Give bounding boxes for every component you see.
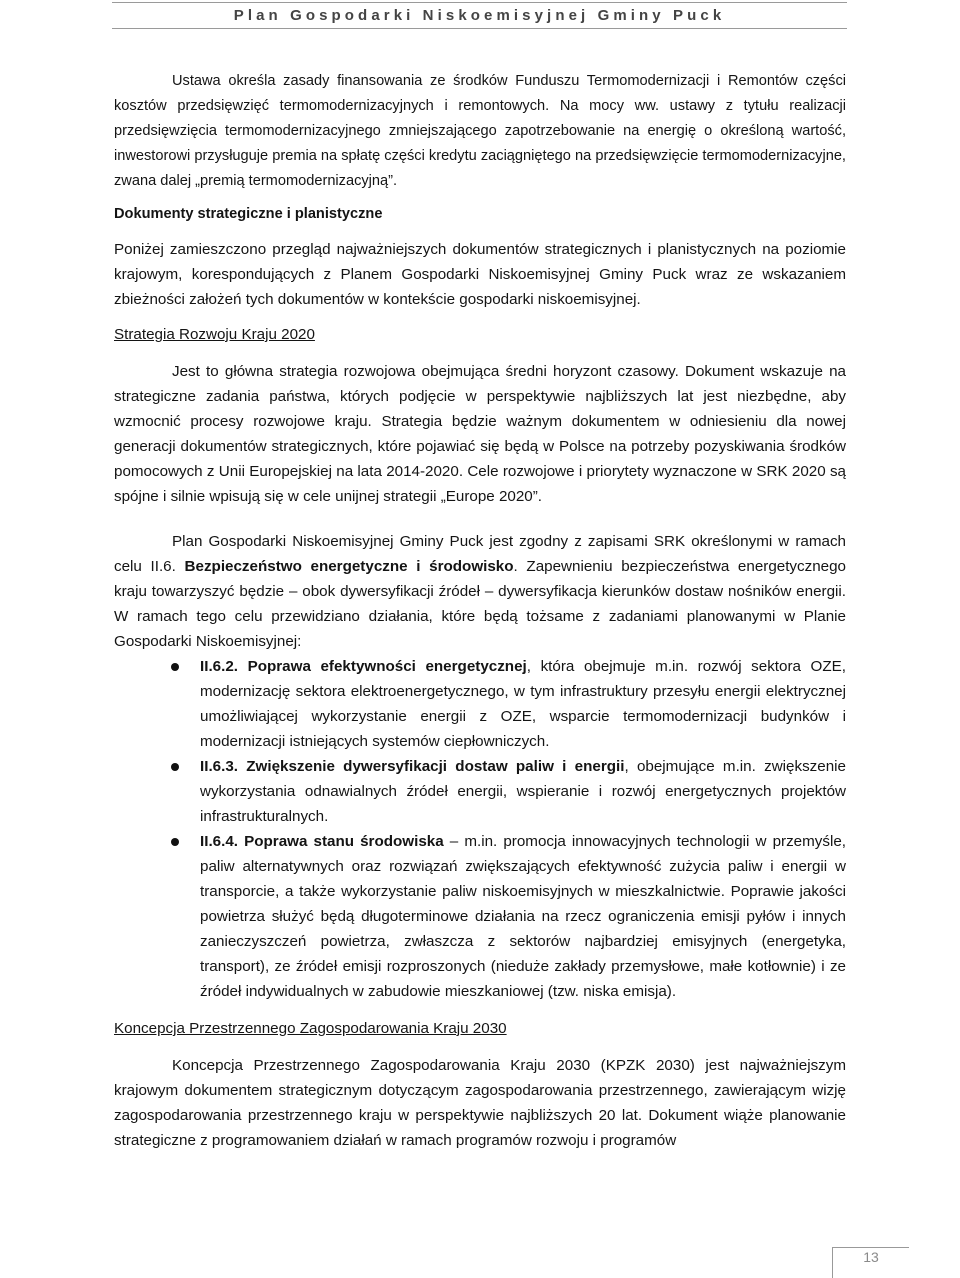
- page-body: [114, 69, 846, 1153]
- list-item-title: II.6.2. Poprawa efektywności energetycznej: [200, 658, 527, 675]
- list-item: [114, 654, 846, 754]
- list-item-text: – m.in. promocja innowacyjnych technologii w przemyśle, paliw alternatywnych oraz rozwiązań zwiększających efektywność zużycia paliw i energii w transporcie, a także wykorzystanie paliw niskoemisyjnych w mieszkalnictwie. Poprawie jakości powietrza służyć będą długoterminowe działania na rzecz ograniczenia emisji pyłów i innych zanieczyszczeń powietrza, zwłaszcza z sektorów najbardziej emisyjnych (energetyka, transport), ze źródeł emisji rozproszonych (nieduże zakłady przemysłowe, małe kotłownie) i ze źródeł indywidualnych w zabudowie mieszkaniowej (tzw. niska emisja).: [200, 833, 846, 1000]
- srk-actions-list: [114, 654, 846, 1004]
- srk-goal-name: Bezpieczeństwo energetyczne i środowisko: [184, 558, 514, 575]
- list-item: [114, 754, 846, 829]
- paragraph-srk-description: Jest to główna strategia rozwojowa obejmująca średni horyzont czasowy. Dokument wskazuje na strategiczne zadania państwa, których podjęcie w perspektywie najbliższych lat jest niezbędne, aby wzmocnić procesy rozwojowe kraju. Strategia będzie ważnym dokumentem w odniesieniu dla nowej generacji dokumentów strategicznych, które pojawiać się będą w Polsce na potrzeby pozyskiwania środków pomocowych z Unii Europejskiej na lata 2014-2020. Cele rozwojowe i priorytety wyznaczone w SRK 2020 są spójne i silnie wpisują się w cele unijnej strategii „Europe 2020”.: [114, 363, 846, 505]
- paragraph-intro: Poniżej zamieszczono przegląd najważniejszych dokumentów strategicznych i planistycznych na poziomie krajowym, korespondujących z Planem Gospodarki Niskoemisyjnej Gminy Puck wraz ze wskazaniem zbieżności założeń tych dokumentów w kontekście gospodarki niskoemisyjnej.: [114, 241, 846, 308]
- list-item-title: II.6.3. Zwiększenie dywersyfikacji dostaw paliw i energii: [200, 758, 625, 775]
- bullet-icon: [171, 763, 179, 771]
- list-item: [114, 829, 846, 1004]
- running-header-title: Plan Gospodarki Niskoemisyjnej Gminy Puck: [233, 7, 726, 24]
- srk-compliance-rest: . Zapewnieniu bezpieczeństwa energetycznego kraju towarzyszyć będzie – obok dywersyfikacji źródeł – dywersyfikacja kierunków dostaw nośników energii. W ramach tego celu przewidziano działania, które będą tożsame z zadaniami planowanymi w Planie Gospodarki Niskoemisyjnej:: [114, 558, 847, 650]
- paragraph-kpzk-description: Koncepcja Przestrzennego Zagospodarowania Kraju 2030 (KPZK 2030) jest najważniejszym krajowym dokumentem strategicznym dotyczącym zagospodarowania przestrzennego, zawierającym wizję zagospodarowania przestrzennego kraju w perspektywie najbliższych 20 lat. Dokument wiąże planowanie strategiczne z programowaniem działań w ramach programów rozwoju i programów: [114, 1057, 846, 1149]
- paragraph-termomodernizacja: Ustawa określa zasady finansowania ze środków Funduszu Termomodernizacji i Remontów części kosztów przedsięwzięć termomodernizacyjnych i remontowych. Na mocy ww. ustawy z tytułu realizacji przedsięwzięcia termomodernizacyjnego zmniejszającego zapotrzebowanie na energię o określoną wartość, inwestorowi przysługuje premia na spłatę części kredytu zaciągniętego na przedsięwzięcie termomodernizacyjne, zwana dalej „premią termomodernizacyjną”.: [114, 73, 846, 189]
- header-rule-bottom: [112, 28, 847, 29]
- bullet-icon: [171, 838, 179, 846]
- subheading-kpzk-2030: Koncepcja Przestrzennego Zagospodarowania Kraju 2030: [114, 1020, 507, 1037]
- list-item-text: , obejmujące m.in. zwiększenie wykorzystania odnawialnych źródeł energii, wspieranie i rozwój energetycznych projektów infrastrukturalnych.: [200, 758, 846, 825]
- page-number-box: [832, 1247, 909, 1278]
- page-number: 13: [863, 1249, 879, 1265]
- subheading-srk-2020: Strategia Rozwoju Kraju 2020: [114, 326, 315, 343]
- list-item-text: , która obejmuje m.in. rozwój sektora OZE, modernizację sektora elektroenergetycznego, w tym infrastruktury przesyłu energii elektrycznej umożliwiającej wykorzystanie energii z OZE, wsparcie termomodernizacji budynków i modernizacji istniejących systemów ciepłowniczych.: [200, 658, 847, 750]
- list-item-title: II.6.4. Poprawa stanu środowiska: [200, 833, 444, 850]
- section-heading-dokumenty: Dokumenty strategiczne i planistyczne: [114, 206, 383, 222]
- header-rule-top: [112, 2, 847, 3]
- bullet-icon: [171, 663, 179, 671]
- paragraph-srk-compliance: [114, 529, 846, 654]
- srk-compliance-lead: Plan Gospodarki Niskoemisyjnej Gminy Puck jest zgodny z zapisami SRK określonymi w ramach celu II.6.: [114, 533, 846, 575]
